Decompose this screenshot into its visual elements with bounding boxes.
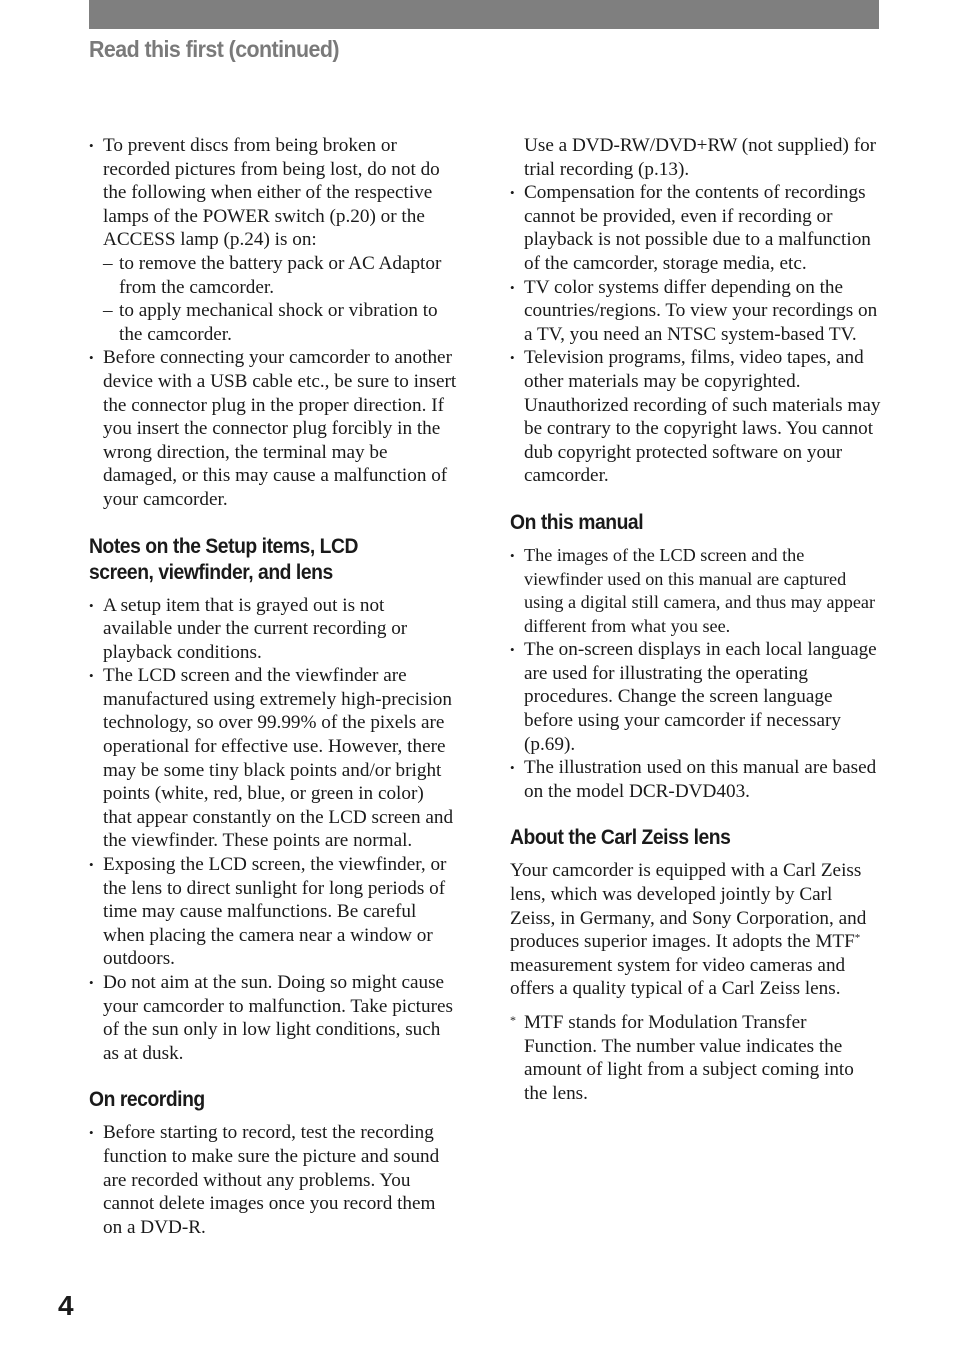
list-item: • The LCD screen and the viewfinder are manufactured using extremely high-precision technology, so over 99.99% of the pixels are operational for effective use. However, there may be some tiny black points and/or bright points (white, red, blue, or green in color) that appear constantly on the LCD screen and the viewfinder. These points are normal. — [89, 664, 457, 853]
zeiss-text: Your camcorder is equipped with a Carl Zeiss lens, which was developed jointly by Carl Zeiss, in Germany, and Sony Corporation, and produces superior images. It adopts the MTF — [510, 860, 867, 953]
recording-continuation: Use a DVD-RW/DVD+RW (not supplied) for trial recording (p.13). — [524, 135, 877, 180]
list-item: • Do not aim at the sun. Doing so might cause your camcorder to malfunction. Take pictures of the sun only in low light conditions, such as at dusk. — [89, 971, 457, 1065]
section-heading-setup — [89, 534, 428, 586]
heading-line: screen, viewfinder, and lens — [89, 560, 333, 584]
footnote: * MTF stands for Modulation Transfer Function. The number value indicates the amount of light from a subject coming into the lens. — [510, 1011, 882, 1105]
list-item: • Before connecting your camcorder to another device with a USB cable etc., be sure to insert the connector plug in the proper direction. If you insert the connector plug forcibly in the wrong direction, the terminal may be damaged, or this may cause a malfunction of your camcorder. — [89, 346, 457, 511]
page-number: 4 — [58, 1290, 74, 1321]
section-heading-zeiss: About the Carl Zeiss lens — [510, 826, 731, 850]
list-item: • TV color systems differ depending on the countries/regions. To view your recordings on a TV, you need an NTSC system-based TV. — [510, 276, 882, 347]
dash-item: – to apply mechanical shock or vibration to the camcorder. — [89, 299, 457, 346]
list-item: • A setup item that is grayed out is not available under the current recording or playback conditions. — [89, 594, 457, 665]
list-item: • To prevent discs from being broken or recorded pictures from being lost, do not do the following when either of the respective lamps of the POWER switch (p.20) or the ACCESS lamp (p.24) is on: — [89, 134, 457, 252]
right-column — [510, 134, 882, 1105]
heading-line: Notes on the Setup items, LCD — [89, 534, 358, 558]
header-bar — [89, 0, 879, 29]
left-column — [89, 134, 457, 1239]
list-item: • Compensation for the contents of recordings cannot be provided, even if recording or playback is not possible due to a malfunction of the camcorder, storage media, etc. — [510, 181, 882, 275]
list-item: • Television programs, films, video tapes, and other materials may be copyrighted. Unauthorized recording of such materials may be contrary to the copyright laws. You cannot dub copyright protected software on your camcorder. — [510, 346, 882, 488]
list-item: • Before starting to record, test the recording function to make sure the picture and sound are recorded without any problems. You cannot delete images once you record them on a DVD-R. — [89, 1121, 457, 1239]
running-head: Read this first (continued) — [89, 36, 339, 62]
list-item: • The illustration used on this manual are based on the model DCR-DVD403. — [510, 756, 882, 803]
dash-item: – to remove the battery pack or AC Adaptor from the camcorder. — [89, 252, 457, 299]
setup-list — [89, 594, 457, 1066]
section-heading-recording: On recording — [89, 1088, 205, 1112]
intro-list-continued — [89, 346, 457, 511]
recording-list — [89, 1121, 457, 1239]
footnote-marker: * — [854, 932, 861, 945]
recording-list-continued — [510, 181, 882, 488]
manual-list — [510, 544, 882, 804]
section-heading-manual: On this manual — [510, 510, 644, 534]
list-item: • The images of the LCD screen and the viewfinder used on this manual are captured using a digital still camera, and thus may appear different from what you see. — [510, 544, 882, 638]
list-item: • The on-screen displays in each local language are used for illustrating the operating procedures. Change the screen language before using your camcorder if necessary (p.69). — [510, 638, 882, 756]
zeiss-paragraph — [510, 859, 882, 1001]
intro-dash-list — [89, 252, 457, 346]
zeiss-text: measurement system for video cameras and offers a quality typical of a Carl Zeiss lens. — [510, 954, 846, 1000]
list-item: • Exposing the LCD screen, the viewfinder, or the lens to direct sunlight for long periods of time may cause malfunctions. Be careful when placing the camera near a window or outdoors. — [89, 853, 457, 971]
intro-list — [89, 134, 457, 252]
